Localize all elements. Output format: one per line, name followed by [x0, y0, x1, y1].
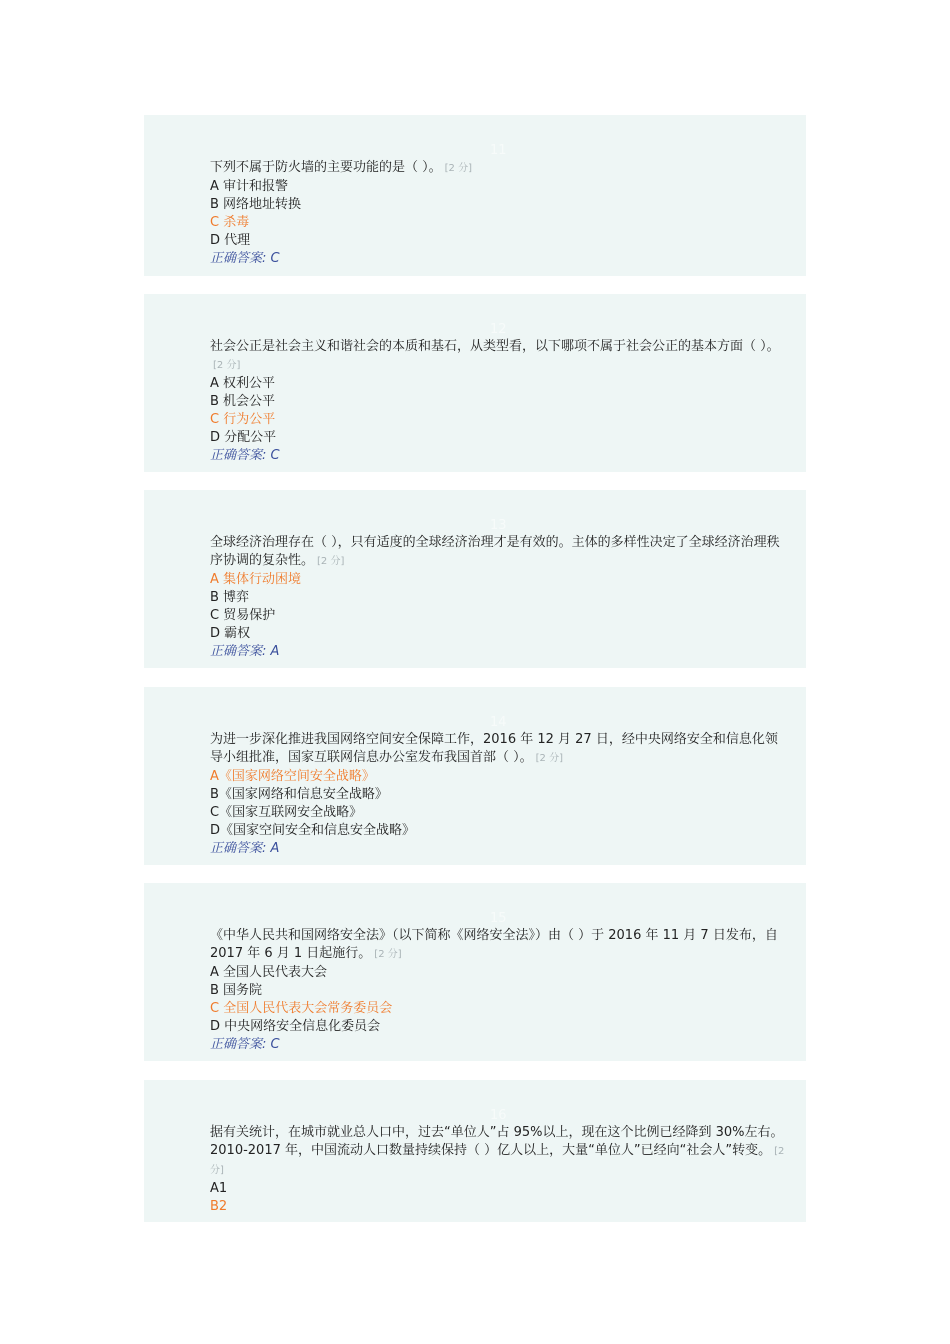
- question-text: 社会公正是社会主义和谐社会的本质和基石，从类型看，以下哪项不属于社会公正的基本方面（ ）。: [210, 339, 780, 354]
- question-card: [144, 294, 806, 472]
- correct-answer: 正确答案: C: [210, 448, 280, 463]
- question-text-line: [210, 731, 790, 768]
- option: B 博弈: [210, 590, 250, 605]
- question-text-line: [210, 534, 790, 571]
- question-number: 14: [490, 715, 507, 730]
- score-label: [2 分]: [213, 360, 241, 371]
- score-label: [2 分]: [444, 163, 472, 174]
- question-content: [210, 927, 790, 1054]
- option: D《国家空间安全和信息安全战略》: [210, 823, 416, 838]
- question-number: 13: [490, 518, 507, 533]
- option: B 机会公平: [210, 394, 276, 409]
- question-number: 15: [490, 911, 507, 926]
- option-correct: A《国家网络空间安全战略》: [210, 769, 375, 784]
- option: B《国家网络和信息安全战略》: [210, 787, 388, 802]
- question-number: 16: [490, 1108, 507, 1123]
- option: A1: [210, 1181, 228, 1196]
- option: D 分配公平: [210, 430, 277, 445]
- question-text: 全球经济治理存在（ ），只有适度的全球经济治理才是有效的。主体的多样性决定了全球经济治理秩序协调的复杂性。: [210, 535, 780, 568]
- question-text: 《中华人民共和国网络安全法》（以下简称《网络安全法》）由（ ）于 2016 年 11 月 7 日发布，自 2017 年 6 月 1 日起施行。: [210, 928, 778, 961]
- option: D 代理: [210, 233, 251, 248]
- question-text: 为进一步深化推进我国网络空间安全保障工作，2016 年 12 月 27 日，经中央网络安全和信息化领导小组批准，国家互联网信息办公室发布我国首部（ ）。: [210, 732, 778, 765]
- question-number: 12: [490, 322, 507, 337]
- option-correct: C 行为公平: [210, 412, 276, 427]
- question-text: 据有关统计，在城市就业总人口中，过去“单位人”占 95%以上，现在这个比例已经降到 30%左右。2010-2017 年，中国流动人口数量持续保持（ ）亿人以上，大量“单位人”已经向“社会人”转变。: [210, 1125, 784, 1158]
- option: C 贸易保护: [210, 608, 276, 623]
- option: A 权利公平: [210, 376, 276, 391]
- option-correct: C 杀毒: [210, 215, 250, 230]
- option-correct: C 全国人民代表大会常务委员会: [210, 1001, 393, 1016]
- question-card: [144, 490, 806, 668]
- question-card: [144, 1080, 806, 1222]
- option: B 国务院: [210, 983, 263, 998]
- question-content: [210, 1124, 790, 1216]
- correct-answer: 正确答案: A: [210, 644, 280, 659]
- question-text: 下列不属于防火墙的主要功能的是（ ）。: [210, 160, 442, 175]
- question-content: [210, 731, 790, 858]
- question-text-line: [210, 1124, 790, 1180]
- question-card: [144, 687, 806, 865]
- score-label: [2 分]: [210, 1146, 785, 1176]
- question-content: [210, 159, 790, 268]
- option: D 中央网络安全信息化委员会: [210, 1019, 381, 1034]
- question-card: [144, 115, 806, 276]
- option: A 全国人民代表大会: [210, 965, 328, 980]
- score-label: [2 分]: [535, 753, 563, 764]
- question-card: [144, 883, 806, 1061]
- option: B 网络地址转换: [210, 197, 302, 212]
- option-correct: A 集体行动困境: [210, 572, 302, 587]
- question-text-line: [210, 159, 790, 178]
- option: D 霸权: [210, 626, 251, 641]
- correct-answer: 正确答案: C: [210, 1037, 280, 1052]
- question-text-line: [210, 927, 790, 964]
- question-content: [210, 338, 790, 465]
- score-label: [2 分]: [374, 949, 402, 960]
- question-content: [210, 534, 790, 661]
- correct-answer: 正确答案: C: [210, 251, 280, 266]
- option: C《国家互联网安全战略》: [210, 805, 363, 820]
- correct-answer: 正确答案: A: [210, 841, 280, 856]
- question-number: 11: [490, 143, 507, 158]
- option-correct: B2: [210, 1199, 228, 1214]
- option: A 审计和报警: [210, 179, 289, 194]
- score-label: [2 分]: [317, 556, 345, 567]
- question-text-line: [210, 338, 790, 375]
